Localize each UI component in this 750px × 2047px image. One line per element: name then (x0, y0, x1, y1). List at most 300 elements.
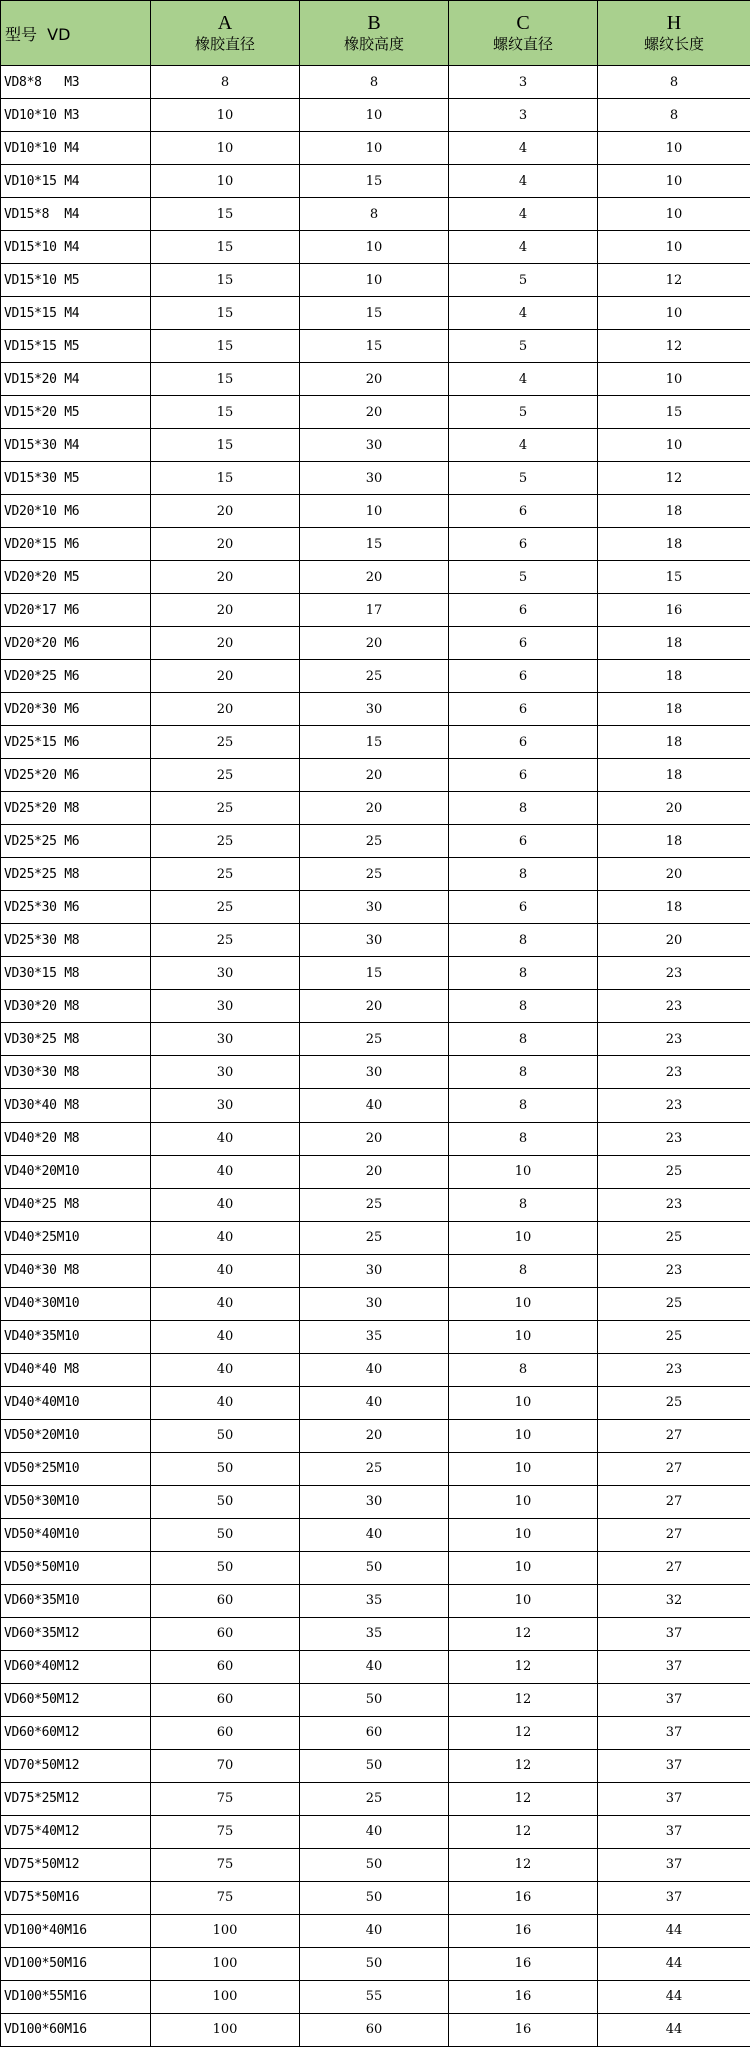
model-cell: VD30*40 M8 (1, 1089, 151, 1122)
rubber-height-cell: 30 (300, 429, 449, 462)
rubber-diameter-cell: 60 (151, 1650, 300, 1683)
rubber-height-cell: 20 (300, 627, 449, 660)
table-row (1, 66, 750, 99)
model-cell: VD25*15 M6 (1, 726, 151, 759)
thread-diameter-cell: 12 (449, 1782, 598, 1815)
thread-length-cell: 25 (598, 1386, 750, 1419)
rubber-height-cell: 10 (300, 231, 449, 264)
header-row (1, 1, 750, 66)
rubber-height-cell: 25 (300, 858, 449, 891)
thread-length-cell: 27 (598, 1452, 750, 1485)
thread-length-cell: 18 (598, 495, 750, 528)
model-cell: VD25*30 M6 (1, 891, 151, 924)
thread-length-cell: 12 (598, 330, 750, 363)
header-name: 螺纹直径 (492, 35, 553, 53)
header-name: 橡胶直径 (194, 35, 255, 53)
model-cell: VD75*25M12 (1, 1782, 151, 1815)
rubber-diameter-cell: 40 (151, 1254, 300, 1287)
table-row (1, 1749, 750, 1782)
rubber-height-cell: 20 (300, 396, 449, 429)
thread-length-cell: 44 (598, 1947, 750, 1980)
rubber-diameter-cell: 60 (151, 1683, 300, 1716)
table-row (1, 99, 750, 132)
rubber-diameter-cell: 10 (151, 99, 300, 132)
model-cell: VD60*40M12 (1, 1650, 151, 1683)
rubber-height-cell: 40 (300, 1353, 449, 1386)
thread-length-cell: 10 (598, 297, 750, 330)
thread-diameter-cell: 16 (449, 1914, 598, 1947)
rubber-diameter-cell: 30 (151, 1023, 300, 1056)
model-cell: VD75*50M16 (1, 1881, 151, 1914)
table-row (1, 660, 750, 693)
table-row (1, 396, 750, 429)
thread-diameter-cell: 4 (449, 429, 598, 462)
model-cell: VD40*25 M8 (1, 1188, 151, 1221)
model-cell: VD25*25 M8 (1, 858, 151, 891)
thread-length-cell: 27 (598, 1419, 750, 1452)
model-cell: VD30*25 M8 (1, 1023, 151, 1056)
thread-length-cell: 10 (598, 165, 750, 198)
model-cell: VD75*40M12 (1, 1815, 151, 1848)
table-row (1, 429, 750, 462)
thread-length-cell: 20 (598, 858, 750, 891)
table-row (1, 1782, 750, 1815)
table-row (1, 1518, 750, 1551)
table-row (1, 1848, 750, 1881)
rubber-diameter-cell: 40 (151, 1353, 300, 1386)
table-row (1, 1650, 750, 1683)
rubber-height-cell: 17 (300, 594, 449, 627)
table-row (1, 825, 750, 858)
model-cell: VD10*15 M4 (1, 165, 151, 198)
rubber-diameter-cell: 60 (151, 1716, 300, 1749)
table-row (1, 1683, 750, 1716)
table-row (1, 1452, 750, 1485)
thread-length-cell: 25 (598, 1287, 750, 1320)
table-row (1, 1815, 750, 1848)
table-row (1, 1089, 750, 1122)
model-cell: VD15*8 M4 (1, 198, 151, 231)
rubber-height-cell: 20 (300, 759, 449, 792)
rubber-height-cell: 60 (300, 2013, 449, 2046)
thread-length-cell: 15 (598, 561, 750, 594)
table-row (1, 1353, 750, 1386)
rubber-diameter-cell: 25 (151, 792, 300, 825)
model-cell: VD15*30 M5 (1, 462, 151, 495)
rubber-diameter-cell: 40 (151, 1188, 300, 1221)
table-row (1, 1221, 750, 1254)
thread-diameter-cell: 12 (449, 1683, 598, 1716)
model-cell: VD30*30 M8 (1, 1056, 151, 1089)
rubber-height-cell: 25 (300, 1023, 449, 1056)
rubber-height-cell: 35 (300, 1584, 449, 1617)
rubber-height-cell: 30 (300, 1287, 449, 1320)
model-cell: VD40*30 M8 (1, 1254, 151, 1287)
rubber-height-cell: 25 (300, 1221, 449, 1254)
table-row (1, 495, 750, 528)
thread-length-cell: 12 (598, 462, 750, 495)
thread-diameter-cell: 12 (449, 1716, 598, 1749)
thread-length-cell: 23 (598, 990, 750, 1023)
rubber-height-cell: 50 (300, 1749, 449, 1782)
table-header (1, 1, 750, 66)
rubber-diameter-cell: 50 (151, 1419, 300, 1452)
thread-length-cell: 37 (598, 1749, 750, 1782)
thread-length-cell: 37 (598, 1848, 750, 1881)
model-cell: VD40*20M10 (1, 1155, 151, 1188)
table-row (1, 990, 750, 1023)
thread-diameter-cell: 8 (449, 1353, 598, 1386)
table-row (1, 1551, 750, 1584)
rubber-diameter-cell: 15 (151, 462, 300, 495)
table-body (1, 66, 750, 2047)
model-cell: VD40*25M10 (1, 1221, 151, 1254)
thread-length-cell: 32 (598, 1584, 750, 1617)
model-cell: VD8*8 M3 (1, 66, 151, 99)
thread-length-cell: 18 (598, 627, 750, 660)
thread-length-cell: 8 (598, 99, 750, 132)
model-cell: VD30*20 M8 (1, 990, 151, 1023)
table-row (1, 1188, 750, 1221)
thread-diameter-cell: 10 (449, 1155, 598, 1188)
rubber-diameter-cell: 15 (151, 363, 300, 396)
rubber-diameter-cell: 30 (151, 1089, 300, 1122)
thread-diameter-cell: 10 (449, 1584, 598, 1617)
thread-length-cell: 16 (598, 594, 750, 627)
rubber-diameter-cell: 70 (151, 1749, 300, 1782)
thread-diameter-cell: 8 (449, 858, 598, 891)
rubber-height-cell: 25 (300, 1782, 449, 1815)
table-row (1, 1419, 750, 1452)
thread-diameter-cell: 10 (449, 1551, 598, 1584)
rubber-height-cell: 60 (300, 1716, 449, 1749)
table-row (1, 924, 750, 957)
rubber-diameter-cell: 20 (151, 660, 300, 693)
rubber-height-cell: 20 (300, 1419, 449, 1452)
thread-diameter-cell: 4 (449, 297, 598, 330)
rubber-diameter-cell: 100 (151, 2013, 300, 2046)
model-cell: VD25*20 M8 (1, 792, 151, 825)
header-letter: C (516, 12, 530, 34)
table-row (1, 957, 750, 990)
rubber-diameter-cell: 40 (151, 1287, 300, 1320)
thread-length-cell: 44 (598, 1980, 750, 2013)
thread-diameter-cell: 12 (449, 1617, 598, 1650)
rubber-height-cell: 30 (300, 891, 449, 924)
rubber-diameter-cell: 50 (151, 1551, 300, 1584)
header-name: 螺纹长度 (643, 35, 704, 53)
rubber-height-cell: 10 (300, 495, 449, 528)
thread-diameter-cell: 4 (449, 198, 598, 231)
rubber-diameter-cell: 50 (151, 1485, 300, 1518)
header-col-c (449, 1, 598, 66)
model-cell: VD20*10 M6 (1, 495, 151, 528)
rubber-diameter-cell: 100 (151, 1947, 300, 1980)
thread-diameter-cell: 8 (449, 1188, 598, 1221)
rubber-height-cell: 35 (300, 1617, 449, 1650)
thread-diameter-cell: 12 (449, 1815, 598, 1848)
model-cell: VD100*50M16 (1, 1947, 151, 1980)
model-cell: VD100*60M16 (1, 2013, 151, 2046)
thread-diameter-cell: 8 (449, 990, 598, 1023)
table-row (1, 1155, 750, 1188)
table-row (1, 1980, 750, 2013)
table-row (1, 231, 750, 264)
rubber-diameter-cell: 75 (151, 1848, 300, 1881)
thread-length-cell: 44 (598, 1914, 750, 1947)
header-letter: B (367, 12, 381, 34)
rubber-diameter-cell: 30 (151, 990, 300, 1023)
rubber-diameter-cell: 25 (151, 891, 300, 924)
rubber-diameter-cell: 40 (151, 1386, 300, 1419)
model-cell: VD100*55M16 (1, 1980, 151, 2013)
rubber-height-cell: 10 (300, 132, 449, 165)
thread-length-cell: 18 (598, 660, 750, 693)
rubber-height-cell: 40 (300, 1518, 449, 1551)
thread-diameter-cell: 16 (449, 1980, 598, 2013)
model-cell: VD15*10 M4 (1, 231, 151, 264)
thread-length-cell: 18 (598, 759, 750, 792)
thread-length-cell: 18 (598, 891, 750, 924)
table-row (1, 264, 750, 297)
model-cell: VD75*50M12 (1, 1848, 151, 1881)
table-row (1, 165, 750, 198)
model-cell: VD50*40M10 (1, 1518, 151, 1551)
model-cell: VD60*60M12 (1, 1716, 151, 1749)
rubber-height-cell: 10 (300, 99, 449, 132)
thread-diameter-cell: 10 (449, 1518, 598, 1551)
model-cell: VD10*10 M3 (1, 99, 151, 132)
thread-length-cell: 10 (598, 231, 750, 264)
thread-length-cell: 23 (598, 1089, 750, 1122)
rubber-height-cell: 20 (300, 561, 449, 594)
thread-diameter-cell: 8 (449, 1023, 598, 1056)
thread-length-cell: 37 (598, 1650, 750, 1683)
table-row (1, 1122, 750, 1155)
thread-length-cell: 27 (598, 1485, 750, 1518)
table-row (1, 726, 750, 759)
rubber-diameter-cell: 20 (151, 495, 300, 528)
header-col-h (598, 1, 750, 66)
table-row (1, 1947, 750, 1980)
rubber-height-cell: 50 (300, 1551, 449, 1584)
rubber-diameter-cell: 25 (151, 858, 300, 891)
rubber-diameter-cell: 40 (151, 1122, 300, 1155)
thread-diameter-cell: 16 (449, 2013, 598, 2046)
rubber-diameter-cell: 50 (151, 1452, 300, 1485)
thread-length-cell: 23 (598, 1254, 750, 1287)
rubber-diameter-cell: 40 (151, 1320, 300, 1353)
thread-diameter-cell: 8 (449, 1254, 598, 1287)
rubber-height-cell: 8 (300, 198, 449, 231)
thread-diameter-cell: 10 (449, 1221, 598, 1254)
table-row (1, 1485, 750, 1518)
rubber-diameter-cell: 8 (151, 66, 300, 99)
thread-diameter-cell: 8 (449, 1089, 598, 1122)
table-row (1, 891, 750, 924)
rubber-height-cell: 15 (300, 297, 449, 330)
thread-length-cell: 37 (598, 1617, 750, 1650)
thread-length-cell: 15 (598, 396, 750, 429)
table-row (1, 330, 750, 363)
table-row (1, 1584, 750, 1617)
rubber-diameter-cell: 50 (151, 1518, 300, 1551)
table-row (1, 1386, 750, 1419)
rubber-diameter-cell: 75 (151, 1782, 300, 1815)
rubber-diameter-cell: 20 (151, 528, 300, 561)
rubber-height-cell: 25 (300, 1452, 449, 1485)
thread-diameter-cell: 6 (449, 660, 598, 693)
rubber-diameter-cell: 20 (151, 594, 300, 627)
model-cell: VD40*20 M8 (1, 1122, 151, 1155)
thread-diameter-cell: 4 (449, 363, 598, 396)
rubber-height-cell: 40 (300, 1089, 449, 1122)
table-row (1, 1320, 750, 1353)
table-row (1, 594, 750, 627)
rubber-diameter-cell: 25 (151, 759, 300, 792)
table-row (1, 528, 750, 561)
thread-length-cell: 18 (598, 528, 750, 561)
rubber-height-cell: 50 (300, 1947, 449, 1980)
rubber-height-cell: 40 (300, 1650, 449, 1683)
rubber-diameter-cell: 15 (151, 330, 300, 363)
rubber-diameter-cell: 100 (151, 1980, 300, 2013)
model-cell: VD20*20 M6 (1, 627, 151, 660)
rubber-diameter-cell: 75 (151, 1815, 300, 1848)
thread-diameter-cell: 6 (449, 627, 598, 660)
thread-length-cell: 37 (598, 1683, 750, 1716)
rubber-diameter-cell: 25 (151, 726, 300, 759)
table-row (1, 132, 750, 165)
table-row (1, 1023, 750, 1056)
thread-diameter-cell: 5 (449, 561, 598, 594)
rubber-height-cell: 15 (300, 528, 449, 561)
thread-diameter-cell: 5 (449, 396, 598, 429)
model-cell: VD50*20M10 (1, 1419, 151, 1452)
rubber-height-cell: 15 (300, 165, 449, 198)
table-row (1, 2013, 750, 2046)
model-cell: VD60*50M12 (1, 1683, 151, 1716)
thread-length-cell: 8 (598, 66, 750, 99)
thread-length-cell: 23 (598, 1122, 750, 1155)
thread-diameter-cell: 6 (449, 825, 598, 858)
rubber-diameter-cell: 60 (151, 1617, 300, 1650)
thread-length-cell: 23 (598, 1056, 750, 1089)
model-cell: VD25*20 M6 (1, 759, 151, 792)
thread-length-cell: 23 (598, 1188, 750, 1221)
model-cell: VD10*10 M4 (1, 132, 151, 165)
rubber-diameter-cell: 20 (151, 627, 300, 660)
table-row (1, 462, 750, 495)
thread-length-cell: 20 (598, 792, 750, 825)
thread-length-cell: 18 (598, 726, 750, 759)
model-cell: VD50*30M10 (1, 1485, 151, 1518)
thread-length-cell: 37 (598, 1881, 750, 1914)
thread-diameter-cell: 6 (449, 759, 598, 792)
rubber-height-cell: 30 (300, 1254, 449, 1287)
thread-diameter-cell: 5 (449, 330, 598, 363)
thread-diameter-cell: 16 (449, 1881, 598, 1914)
rubber-diameter-cell: 30 (151, 957, 300, 990)
model-cell: VD50*50M10 (1, 1551, 151, 1584)
table-row (1, 1056, 750, 1089)
rubber-diameter-cell: 25 (151, 924, 300, 957)
thread-diameter-cell: 4 (449, 132, 598, 165)
rubber-diameter-cell: 40 (151, 1221, 300, 1254)
thread-diameter-cell: 6 (449, 594, 598, 627)
header-name: 橡胶高度 (343, 35, 404, 53)
rubber-height-cell: 40 (300, 1386, 449, 1419)
model-cell: VD20*20 M5 (1, 561, 151, 594)
model-cell: VD40*40M10 (1, 1386, 151, 1419)
rubber-height-cell: 55 (300, 1980, 449, 2013)
thread-length-cell: 12 (598, 264, 750, 297)
thread-length-cell: 20 (598, 924, 750, 957)
table-row (1, 561, 750, 594)
rubber-height-cell: 50 (300, 1848, 449, 1881)
rubber-diameter-cell: 25 (151, 825, 300, 858)
thread-diameter-cell: 6 (449, 726, 598, 759)
rubber-diameter-cell: 15 (151, 264, 300, 297)
thread-diameter-cell: 5 (449, 264, 598, 297)
table-row (1, 1716, 750, 1749)
model-cell: VD20*15 M6 (1, 528, 151, 561)
header-letter: H (666, 12, 682, 34)
model-cell: VD50*25M10 (1, 1452, 151, 1485)
thread-diameter-cell: 10 (449, 1386, 598, 1419)
rubber-height-cell: 15 (300, 726, 449, 759)
thread-length-cell: 25 (598, 1155, 750, 1188)
rubber-height-cell: 30 (300, 693, 449, 726)
table-row (1, 693, 750, 726)
thread-diameter-cell: 10 (449, 1320, 598, 1353)
thread-length-cell: 25 (598, 1221, 750, 1254)
thread-length-cell: 27 (598, 1518, 750, 1551)
table-row (1, 792, 750, 825)
rubber-height-cell: 30 (300, 462, 449, 495)
thread-diameter-cell: 8 (449, 957, 598, 990)
model-cell: VD20*17 M6 (1, 594, 151, 627)
thread-diameter-cell: 3 (449, 99, 598, 132)
thread-length-cell: 37 (598, 1815, 750, 1848)
thread-diameter-cell: 4 (449, 165, 598, 198)
rubber-diameter-cell: 30 (151, 1056, 300, 1089)
model-cell: VD70*50M12 (1, 1749, 151, 1782)
rubber-height-cell: 25 (300, 1188, 449, 1221)
model-cell: VD15*10 M5 (1, 264, 151, 297)
thread-length-cell: 44 (598, 2013, 750, 2046)
thread-length-cell: 10 (598, 363, 750, 396)
rubber-height-cell: 30 (300, 924, 449, 957)
table-row (1, 759, 750, 792)
rubber-height-cell: 25 (300, 825, 449, 858)
model-cell: VD100*40M16 (1, 1914, 151, 1947)
table-row (1, 198, 750, 231)
thread-length-cell: 10 (598, 132, 750, 165)
rubber-height-cell: 20 (300, 990, 449, 1023)
rubber-height-cell: 40 (300, 1914, 449, 1947)
rubber-height-cell: 20 (300, 1155, 449, 1188)
model-cell: VD40*30M10 (1, 1287, 151, 1320)
rubber-diameter-cell: 60 (151, 1584, 300, 1617)
thread-diameter-cell: 6 (449, 495, 598, 528)
rubber-diameter-cell: 100 (151, 1914, 300, 1947)
model-cell: VD15*20 M5 (1, 396, 151, 429)
thread-diameter-cell: 16 (449, 1947, 598, 1980)
rubber-height-cell: 10 (300, 264, 449, 297)
thread-diameter-cell: 8 (449, 792, 598, 825)
rubber-diameter-cell: 15 (151, 198, 300, 231)
